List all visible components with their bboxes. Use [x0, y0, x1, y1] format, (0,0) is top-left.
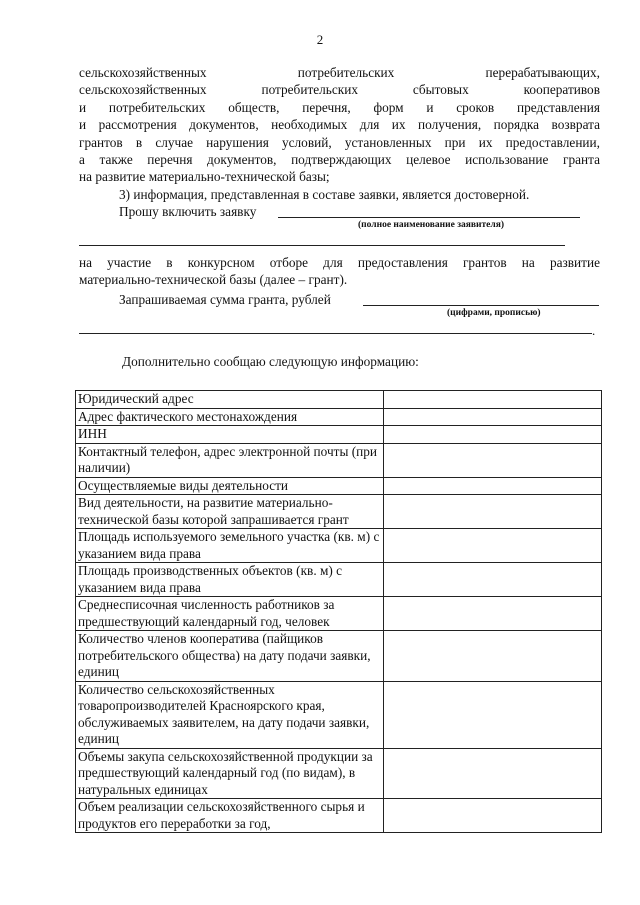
row-label: Адрес фактического местонахождения: [76, 408, 384, 426]
table-row: [76, 748, 602, 799]
sum-period: .: [592, 323, 596, 338]
table-row: [76, 443, 602, 477]
table-row: [76, 681, 602, 748]
table-row: [76, 477, 602, 495]
applicant-name-line[interactable]: [278, 217, 580, 218]
row-value-cell[interactable]: [383, 529, 601, 563]
sum-hint: (цифрами, прописью): [447, 308, 541, 318]
paragraph-participation: [79, 254, 600, 289]
additional-info-heading: Дополнительно сообщаю следующую информацию:: [122, 354, 419, 369]
row-label: Объем реализации сельскохозяйственного сырья и продуктов его переработки за год,: [76, 799, 384, 833]
grant-sum-line-continued[interactable]: [79, 333, 592, 334]
info-table: [75, 390, 602, 833]
text-line: и потребительских обществ, перечня, форм и сроков представления: [79, 99, 600, 115]
row-value-cell[interactable]: [383, 426, 601, 444]
table-row: [76, 597, 602, 631]
text-line: на участие в конкурсном отборе для предоставления грантов на развитие: [79, 255, 600, 270]
row-label: Объемы закупа сельскохозяйственной продукции за предшествующий календарный год (по видам), в натуральных единицах: [76, 748, 384, 799]
table-row: [76, 529, 602, 563]
row-value-cell[interactable]: [383, 391, 601, 409]
text-line: на развитие материально-технической базы;: [79, 169, 330, 185]
grant-sum-label: Запрашиваемая сумма гранта, рублей: [119, 292, 331, 307]
row-label: Среднесписочная численность работников за предшествующий календарный год, человек: [76, 597, 384, 631]
text-line: а также перечня документов, подтверждающих целевое использование гранта: [79, 152, 600, 168]
row-label: Площадь производственных объектов (кв. м) с указанием вида права: [76, 563, 384, 597]
row-value-cell[interactable]: [383, 631, 601, 682]
text-line: грантов в случае нарушения условий, установленных при их предоставлении,: [79, 134, 600, 150]
row-label: Юридический адрес: [76, 391, 384, 409]
table-row: [76, 495, 602, 529]
request-label: Прошу включить заявку: [119, 204, 257, 219]
row-value-cell[interactable]: [383, 799, 601, 833]
row-value-cell[interactable]: [383, 597, 601, 631]
text-line: материально-технической базы (далее – грант).: [79, 272, 348, 288]
table-row: [76, 426, 602, 444]
row-label: Площадь используемого земельного участка (кв. м) с указанием вида права: [76, 529, 384, 563]
row-value-cell[interactable]: [383, 477, 601, 495]
row-label: Количество сельскохозяйственных товаропроизводителей Красноярского края, обслуживаемых заявителем, на дату подачи заявки, единиц: [76, 681, 384, 748]
page-number: 2: [316, 32, 324, 47]
row-value-cell[interactable]: [383, 495, 601, 529]
table-row: [76, 391, 602, 409]
row-value-cell[interactable]: [383, 443, 601, 477]
text-line: сельскохозяйственных потребительских сбытовых кооперативов: [79, 82, 600, 98]
row-label: ИНН: [76, 426, 384, 444]
row-value-cell[interactable]: [383, 748, 601, 799]
item-3-statement: 3) информация, представленная в составе заявки, является достоверной.: [119, 187, 530, 202]
applicant-name-line-continued[interactable]: [79, 245, 565, 246]
row-label: Количество членов кооператива (пайщиков потребительского общества) на дату подачи заявки, единиц: [76, 631, 384, 682]
row-label: Вид деятельности, на развитие материально-технической базы которой запрашивается грант: [76, 495, 384, 529]
table-row: [76, 799, 602, 833]
table-row: [76, 631, 602, 682]
text-line: сельскохозяйственных потребительских перерабатывающих,: [79, 65, 600, 80]
row-label: Осуществляемые виды деятельности: [76, 477, 384, 495]
row-label: Контактный телефон, адрес электронной почты (при наличии): [76, 443, 384, 477]
row-value-cell[interactable]: [383, 563, 601, 597]
table-row: [76, 563, 602, 597]
row-value-cell[interactable]: [383, 408, 601, 426]
text-line: и рассмотрения документов, необходимых для их получения, порядка возврата: [79, 117, 600, 133]
grant-sum-line[interactable]: [363, 305, 599, 306]
applicant-hint: (полное наименование заявителя): [358, 220, 505, 230]
paragraph-conditions: [79, 64, 600, 186]
table-row: [76, 408, 602, 426]
row-value-cell[interactable]: [383, 681, 601, 748]
